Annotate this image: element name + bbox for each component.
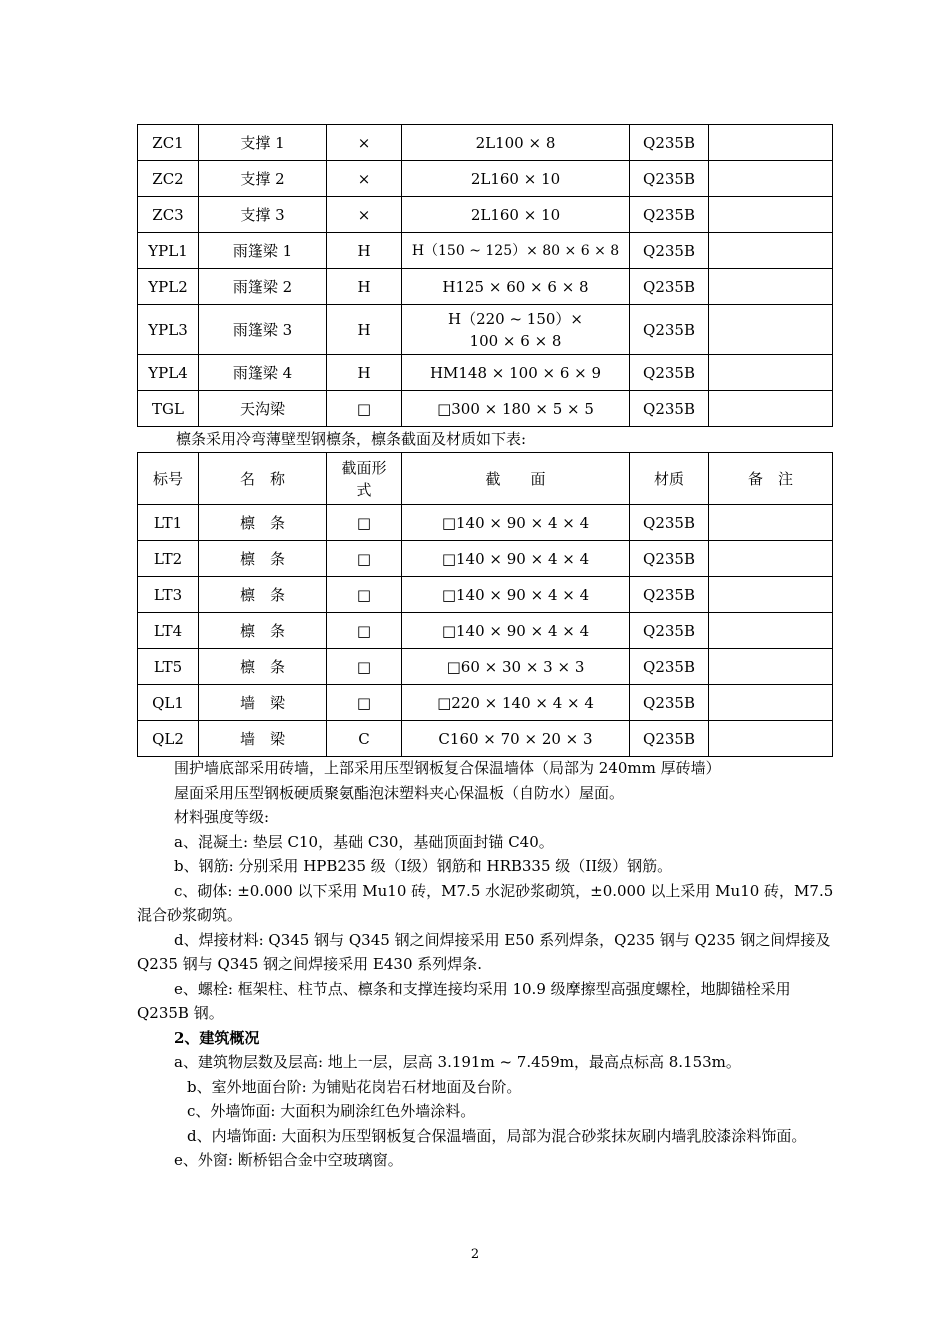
purlin-name: 檩 条 xyxy=(199,613,327,649)
purlin-name: 墙 梁 xyxy=(199,721,327,757)
member-type: H xyxy=(327,233,402,269)
purlin-type: □ xyxy=(327,541,402,577)
member-name: 支撑 1 xyxy=(199,125,327,161)
member-note xyxy=(709,269,833,305)
purlin-id: LT1 xyxy=(138,505,199,541)
table-row xyxy=(138,269,833,305)
table-row xyxy=(138,197,833,233)
purlin-id: LT3 xyxy=(138,577,199,613)
welding-paragraph: d、焊接材料: Q345 钢与 Q345 钢之间焊接采用 E50 系列焊条，Q235 钢与 Q235 钢之间焊接及 Q235 钢与 Q345 钢之间焊接采用 E430 系列焊条. xyxy=(137,930,831,973)
purlin-note xyxy=(709,613,833,649)
member-material: Q235B xyxy=(630,391,709,427)
member-note xyxy=(709,355,833,391)
rebar-paragraph: b、钢筋: 分别采用 HPB235 级（Ⅰ级）钢筋和 HRB335 级（II级）钢筋。 xyxy=(174,857,673,875)
purlin-name: 檩 条 xyxy=(199,505,327,541)
member-note xyxy=(709,125,833,161)
member-name: 雨篷梁 4 xyxy=(199,355,327,391)
purlin-table xyxy=(137,452,833,757)
purlin-section: □140 × 90 × 4 × 4 xyxy=(402,541,630,577)
header-name: 名 称 xyxy=(199,453,327,505)
member-material: Q235B xyxy=(630,161,709,197)
bolts-paragraph: e、螺栓: 框架柱、柱节点、檩条和支撑连接均采用 10.9 级摩擦型高强度螺栓，地脚锚栓采用 Q235B 钢。 xyxy=(137,979,791,1022)
purlin-note xyxy=(709,505,833,541)
purlin-caption: 檩条采用冷弯薄壁型钢檩条，檩条截面及材质如下表: xyxy=(176,430,527,448)
member-material: Q235B xyxy=(630,269,709,305)
member-section: 2L160 × 10 xyxy=(402,161,630,197)
purlin-id: LT5 xyxy=(138,649,199,685)
member-id: TGL xyxy=(138,391,199,427)
member-note xyxy=(709,233,833,269)
member-section: 2L160 × 10 xyxy=(402,197,630,233)
purlin-note xyxy=(709,577,833,613)
member-material: Q235B xyxy=(630,305,709,355)
member-note xyxy=(709,197,833,233)
member-name: 天沟梁 xyxy=(199,391,327,427)
steps-paragraph: b、室外地面台阶: 为铺贴花岗岩石材地面及台阶。 xyxy=(187,1077,522,1096)
member-section: HM148 × 100 × 6 × 9 xyxy=(402,355,630,391)
member-name: 雨篷梁 3 xyxy=(199,305,327,355)
table-row xyxy=(138,125,833,161)
exterior-paragraph: c、外墙饰面: 大面积为刷涂红色外墙涂料。 xyxy=(187,1102,476,1120)
member-section: □300 × 180 × 5 × 5 xyxy=(402,391,630,427)
member-name: 支撑 3 xyxy=(199,197,327,233)
member-section: 2L100 × 8 xyxy=(402,125,630,161)
body-text xyxy=(137,756,837,1173)
masonry-paragraph: c、砌体: ±0.000 以下采用 Mu10 砖，M7.5 水泥砂浆砌筑，±0.000 以上采用 Mu10 砖，M7.5 混合砂浆砌筑。 xyxy=(137,881,834,924)
purlin-name: 檩 条 xyxy=(199,541,327,577)
member-id: YPL4 xyxy=(138,355,199,391)
purlin-type: □ xyxy=(327,685,402,721)
header-note: 备 注 xyxy=(709,453,833,505)
member-note xyxy=(709,391,833,427)
member-type: × xyxy=(327,197,402,233)
material-grade-heading: 材料强度等级: xyxy=(174,808,270,826)
member-section: H（150 ~ 125）× 80 × 6 × 8 xyxy=(402,233,630,269)
member-name: 雨篷梁 2 xyxy=(199,269,327,305)
purlin-note xyxy=(709,721,833,757)
header-id: 标号 xyxy=(138,453,199,505)
steel-member-table xyxy=(137,124,833,427)
table-row xyxy=(138,391,833,427)
purlin-name: 檩 条 xyxy=(199,649,327,685)
member-id: ZC2 xyxy=(138,161,199,197)
section-heading: 2、建筑概况 xyxy=(174,1028,260,1047)
member-id: ZC3 xyxy=(138,197,199,233)
purlin-name: 墙 梁 xyxy=(199,685,327,721)
purlin-section: □140 × 90 × 4 × 4 xyxy=(402,613,630,649)
table-row xyxy=(138,505,833,541)
purlin-type: □ xyxy=(327,613,402,649)
purlin-type: C xyxy=(327,721,402,757)
member-note xyxy=(709,305,833,355)
purlin-note xyxy=(709,541,833,577)
member-material: Q235B xyxy=(630,233,709,269)
purlin-section: C160 × 70 × 20 × 3 xyxy=(402,721,630,757)
purlin-name: 檩 条 xyxy=(199,577,327,613)
windows-paragraph: e、外窗: 断桥铝合金中空玻璃窗。 xyxy=(174,1151,403,1169)
table-row xyxy=(138,577,833,613)
member-name: 雨篷梁 1 xyxy=(199,233,327,269)
member-section: H（220 ~ 150）× 100 × 6 × 8 xyxy=(402,305,630,355)
purlin-type: □ xyxy=(327,577,402,613)
purlin-material: Q235B xyxy=(630,685,709,721)
purlin-section: □60 × 30 × 3 × 3 xyxy=(402,649,630,685)
purlin-id: QL2 xyxy=(138,721,199,757)
member-material: Q235B xyxy=(630,125,709,161)
floors-paragraph: a、建筑物层数及层高: 地上一层，层高 3.191m ~ 7.459m，最高点标高 8.153m。 xyxy=(174,1053,741,1071)
roof-paragraph: 屋面采用压型钢板硬质聚氨酯泡沫塑料夹心保温板（自防水）屋面。 xyxy=(174,783,625,802)
member-type: H xyxy=(327,269,402,305)
purlin-material: Q235B xyxy=(630,649,709,685)
purlin-id: LT2 xyxy=(138,541,199,577)
purlin-material: Q235B xyxy=(630,613,709,649)
purlin-material: Q235B xyxy=(630,721,709,757)
member-id: YPL2 xyxy=(138,269,199,305)
purlin-type: □ xyxy=(327,505,402,541)
table-row xyxy=(138,649,833,685)
member-type: × xyxy=(327,125,402,161)
purlin-material: Q235B xyxy=(630,577,709,613)
table-row xyxy=(138,355,833,391)
table-row xyxy=(138,685,833,721)
table-header-row xyxy=(138,453,833,505)
purlin-id: QL1 xyxy=(138,685,199,721)
header-section: 截 面 xyxy=(402,453,630,505)
table-row xyxy=(138,305,833,355)
header-type: 截面形式 xyxy=(327,453,402,505)
member-id: YPL1 xyxy=(138,233,199,269)
member-type: H xyxy=(327,305,402,355)
table-row xyxy=(138,161,833,197)
member-material: Q235B xyxy=(630,197,709,233)
table-row xyxy=(138,541,833,577)
member-type: × xyxy=(327,161,402,197)
purlin-material: Q235B xyxy=(630,541,709,577)
table-row xyxy=(138,233,833,269)
purlin-material: Q235B xyxy=(630,505,709,541)
wall-paragraph: 围护墙底部采用砖墙，上部采用压型钢板复合保温墙体（局部为 240mm 厚砖墙） xyxy=(174,759,721,777)
purlin-section: □220 × 140 × 4 × 4 xyxy=(402,685,630,721)
purlin-note xyxy=(709,685,833,721)
purlin-id: LT4 xyxy=(138,613,199,649)
member-id: ZC1 xyxy=(138,125,199,161)
interior-paragraph: d、内墙饰面: 大面积为压型钢板复合保温墙面，局部为混合砂浆抹灰刷内墙乳胶漆涂料饰面。 xyxy=(187,1126,807,1145)
header-material: 材质 xyxy=(630,453,709,505)
table-row xyxy=(138,721,833,757)
concrete-paragraph: a、混凝土: 垫层 C10，基础 C30，基础顶面封锚 C40。 xyxy=(174,832,554,851)
purlin-section: □140 × 90 × 4 × 4 xyxy=(402,505,630,541)
purlin-note xyxy=(709,649,833,685)
member-note xyxy=(709,161,833,197)
purlin-type: □ xyxy=(327,649,402,685)
member-type: □ xyxy=(327,391,402,427)
member-type: H xyxy=(327,355,402,391)
member-section: H125 × 60 × 6 × 8 xyxy=(402,269,630,305)
table-row xyxy=(138,613,833,649)
member-id: YPL3 xyxy=(138,305,199,355)
page-number: 2 xyxy=(470,1247,480,1262)
member-name: 支撑 2 xyxy=(199,161,327,197)
member-material: Q235B xyxy=(630,355,709,391)
purlin-section: □140 × 90 × 4 × 4 xyxy=(402,577,630,613)
